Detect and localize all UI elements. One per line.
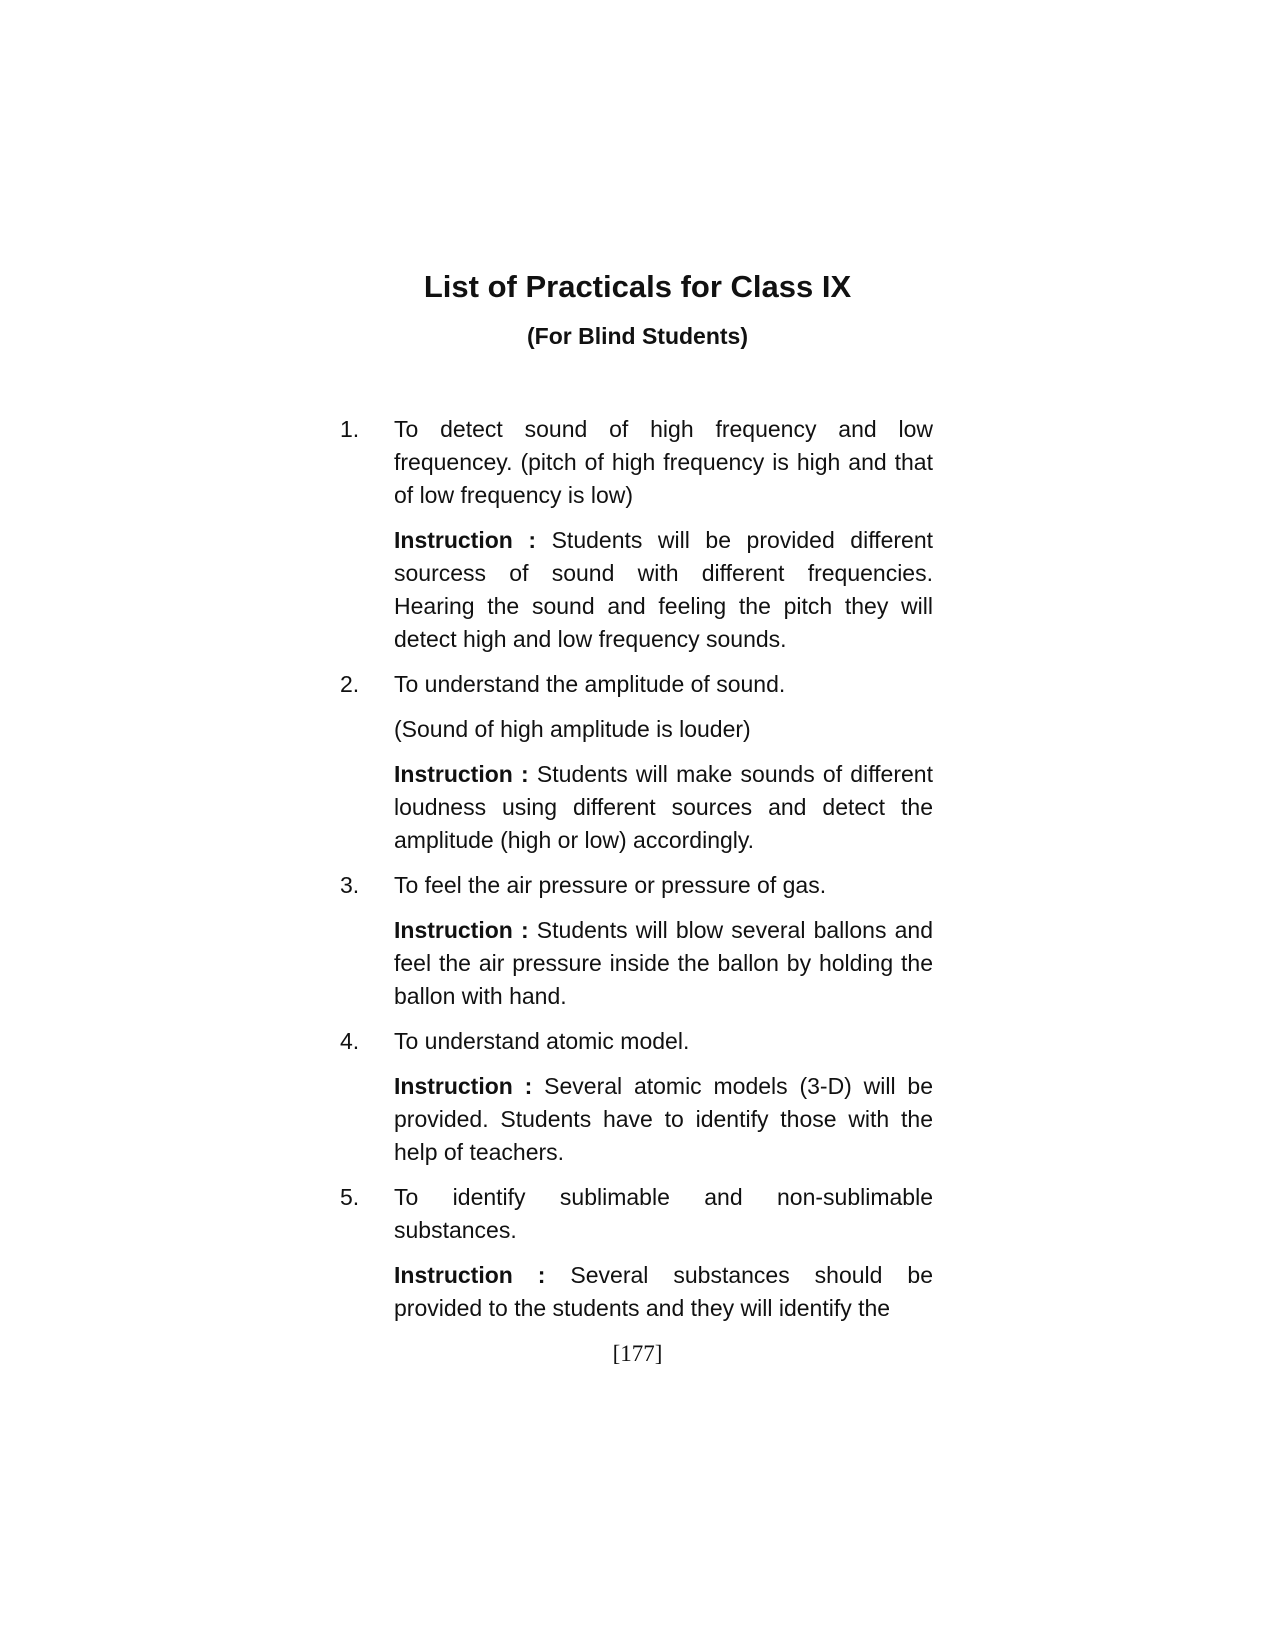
item-instruction: [394, 1070, 933, 1169]
list-item: [0, 413, 1275, 656]
instruction-label: Instruction :: [394, 527, 537, 553]
list-item: [0, 668, 1275, 857]
page-subtitle: (For Blind Students): [526, 323, 749, 349]
instruction-text: Students will make sounds of different loudness using different sources and detect the amplitude (high or low) accordingly.: [394, 761, 933, 853]
item-body: [394, 668, 933, 857]
item-instruction: [394, 758, 933, 857]
item-aim: To understand atomic model.: [394, 1028, 690, 1054]
item-aim: To detect sound of high frequency and low frequencey. (pitch of high frequency is high and that of low frequency is low): [394, 416, 933, 508]
instruction-label: Instruction :: [394, 1073, 533, 1099]
item-instruction: [394, 1259, 933, 1325]
page-number: [177]: [612, 1341, 663, 1366]
instruction-label: Instruction :: [394, 1262, 546, 1288]
instruction-text: Students will blow several ballons and feel the air pressure inside the ballon by holding the ballon with hand.: [394, 917, 933, 1009]
item-body: [394, 1025, 933, 1169]
list-item: [0, 1025, 1275, 1169]
item-instruction: [394, 914, 933, 1013]
list-item: [0, 869, 1275, 1013]
item-aim: To understand the amplitude of sound.: [394, 671, 786, 697]
instruction-text: Several substances should be provided to the students and they will identify the: [394, 1262, 933, 1321]
item-number: 2.: [340, 671, 360, 697]
instruction-label: Instruction :: [394, 917, 529, 943]
item-body: [394, 1181, 933, 1325]
item-instruction: [394, 524, 933, 656]
list-item: [0, 1181, 1275, 1325]
item-aim: To identify sublimable and non-sublimable substances.: [394, 1184, 933, 1243]
item-body: [394, 413, 933, 656]
item-number: 1.: [340, 416, 360, 442]
instruction-text: Several atomic models (3-D) will be provided. Students have to identify those with the help of teachers.: [394, 1073, 933, 1165]
item-number: 3.: [340, 872, 360, 898]
item-note: (Sound of high amplitude is louder): [394, 716, 751, 742]
instruction-text: Students will be provided different sourcess of sound with different frequencies. Hearing the sound and feeling the pitch they will detect high and low frequency sounds.: [394, 527, 933, 652]
item-number: 5.: [340, 1184, 360, 1210]
practicals-list: [0, 413, 1275, 1337]
item-aim: To feel the air pressure or pressure of gas.: [394, 872, 827, 898]
instruction-label: Instruction :: [394, 761, 529, 787]
item-body: [394, 869, 933, 1013]
page-title: List of Practicals for Class IX: [423, 269, 852, 304]
item-number: 4.: [340, 1028, 360, 1054]
